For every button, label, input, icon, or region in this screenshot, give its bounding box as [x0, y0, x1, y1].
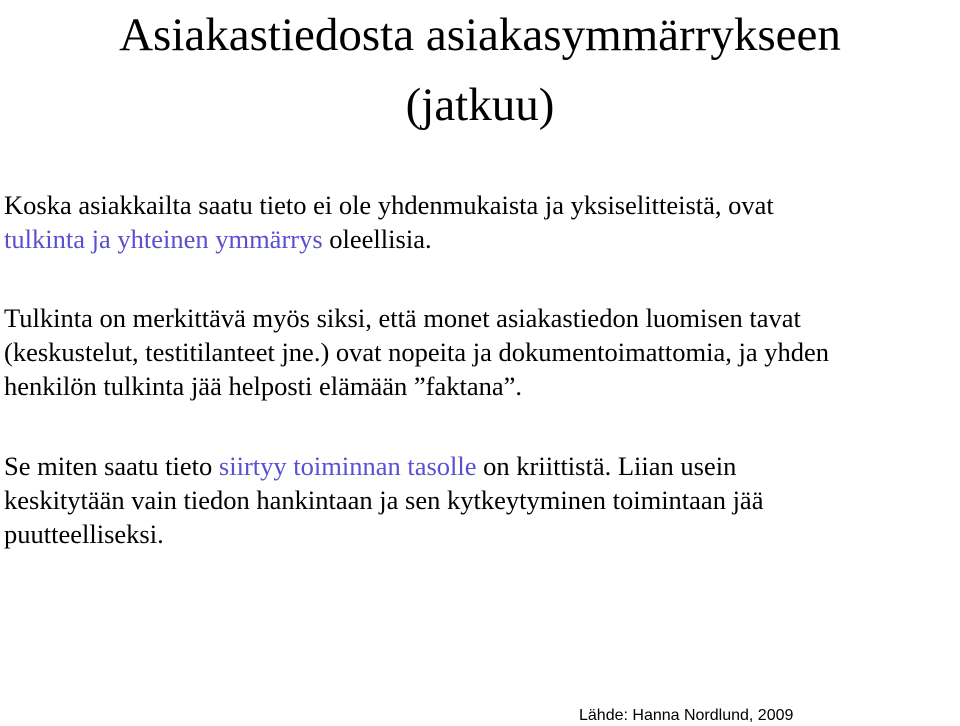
paragraph-interpretation: [4, 188, 959, 256]
paragraph-2-line-1: Tulkinta on merkittävä myös siksi, että monet asiakastiedon luomisen tavat: [4, 303, 801, 333]
slide-title-line-1: Asiakastiedosta asiakasymmärrykseen: [119, 9, 841, 61]
paragraph-3-line-1-before: Se miten saatu tieto: [4, 451, 219, 481]
paragraph-action: [4, 449, 959, 551]
paragraph-1-line-2: [4, 222, 959, 256]
paragraph-3-line-1-after: on kriittistä. Liian usein: [476, 451, 737, 481]
paragraph-1-line-1: Koska asiakkailta saatu tieto ei ole yhdenmukaista ja yksiselitteistä, ovat: [4, 190, 774, 220]
paragraph-2-line-2: (keskustelut, testitilanteet jne.) ovat nopeita ja dokumentoimattomia, ja yhden: [4, 337, 829, 367]
paragraph-3-line-3: puutteelliseksi.: [4, 519, 164, 549]
paragraph-3-line-1: [4, 449, 959, 483]
paragraph-3-line-2: keskitytään vain tiedon hankintaan ja sen kytkeytyminen toimintaan jää: [4, 485, 764, 515]
paragraph-1-line-2-rest: oleellisia.: [322, 224, 432, 254]
slide-title: [0, 0, 960, 140]
highlight-moves-to-action: siirtyy toiminnan tasolle: [218, 451, 477, 481]
source-citation: Lähde: Hanna Nordlund, 2009: [579, 707, 794, 724]
highlight-shared-understanding: tulkinta ja yhteinen ymmärrys: [4, 224, 323, 254]
paragraph-undocumented: [4, 301, 959, 403]
paragraph-2-line-3: henkilön tulkinta jää helposti elämään ”faktana”.: [4, 371, 523, 401]
slide-title-line-2: (jatkuu): [405, 79, 555, 131]
